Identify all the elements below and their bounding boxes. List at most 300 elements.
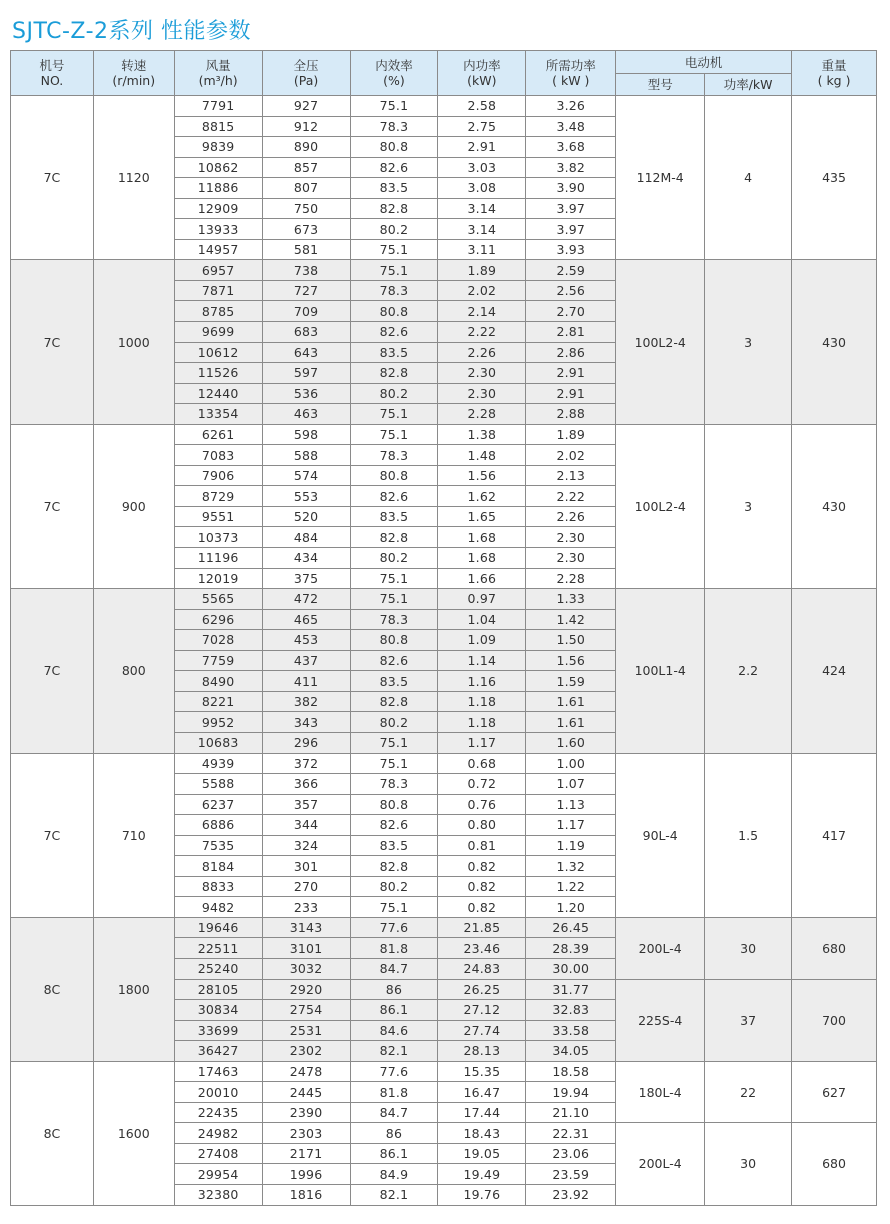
cell-inner-power: 21.85: [438, 917, 526, 938]
cell-efficiency: 81.8: [350, 1082, 438, 1103]
cell-required-power: 3.90: [526, 178, 616, 199]
cell-airflow: 22435: [174, 1102, 262, 1123]
cell-required-power: 2.22: [526, 486, 616, 507]
cell-required-power: 32.83: [526, 1000, 616, 1021]
cell-airflow: 10612: [174, 342, 262, 363]
header-motor-power: 功率/kW: [705, 74, 792, 96]
cell-airflow: 30834: [174, 1000, 262, 1021]
cell-efficiency: 81.8: [350, 938, 438, 959]
cell-airflow: 6261: [174, 424, 262, 445]
cell-airflow: 6886: [174, 815, 262, 836]
cell-pressure: 912: [262, 116, 350, 137]
cell-pressure: 807: [262, 178, 350, 199]
cell-pressure: 463: [262, 404, 350, 425]
cell-efficiency: 75.1: [350, 732, 438, 753]
table-group: [11, 260, 877, 424]
cell-efficiency: 82.8: [350, 527, 438, 548]
cell-inner-power: 0.68: [438, 753, 526, 774]
cell-pressure: 3032: [262, 958, 350, 979]
cell-airflow: 8815: [174, 116, 262, 137]
cell-speed: 1000: [93, 260, 174, 424]
cell-airflow: 6957: [174, 260, 262, 281]
cell-inner-power: 3.03: [438, 157, 526, 178]
cell-pressure: 588: [262, 445, 350, 466]
cell-required-power: 28.39: [526, 938, 616, 959]
cell-inner-power: 2.30: [438, 383, 526, 404]
cell-required-power: 3.97: [526, 198, 616, 219]
header-required-power: 所需功率 ( kW ): [526, 51, 616, 96]
cell-efficiency: 78.3: [350, 609, 438, 630]
cell-efficiency: 80.2: [350, 383, 438, 404]
cell-speed: 1600: [93, 1061, 174, 1205]
cell-efficiency: 80.8: [350, 630, 438, 651]
cell-efficiency: 75.1: [350, 753, 438, 774]
cell-efficiency: 75.1: [350, 424, 438, 445]
cell-efficiency: 80.8: [350, 301, 438, 322]
cell-efficiency: 75.1: [350, 589, 438, 610]
cell-pressure: 536: [262, 383, 350, 404]
cell-airflow: 7535: [174, 835, 262, 856]
cell-efficiency: 82.1: [350, 1184, 438, 1205]
cell-airflow: 4939: [174, 753, 262, 774]
cell-pressure: 2302: [262, 1041, 350, 1062]
cell-efficiency: 75.1: [350, 96, 438, 117]
cell-required-power: 2.70: [526, 301, 616, 322]
header-model-no: 机号 NO.: [11, 51, 94, 96]
cell-efficiency: 75.1: [350, 568, 438, 589]
cell-motor-power: 3: [705, 424, 792, 588]
cell-required-power: 34.05: [526, 1041, 616, 1062]
cell-required-power: 1.20: [526, 897, 616, 918]
cell-efficiency: 80.2: [350, 548, 438, 569]
cell-weight: 435: [792, 96, 877, 260]
cell-inner-power: 2.30: [438, 363, 526, 384]
cell-efficiency: 84.6: [350, 1020, 438, 1041]
cell-inner-power: 2.22: [438, 322, 526, 343]
cell-efficiency: 80.8: [350, 794, 438, 815]
cell-efficiency: 82.1: [350, 1041, 438, 1062]
cell-inner-power: 2.91: [438, 137, 526, 158]
cell-required-power: 1.17: [526, 815, 616, 836]
cell-required-power: 3.68: [526, 137, 616, 158]
cell-required-power: 1.60: [526, 732, 616, 753]
cell-required-power: 33.58: [526, 1020, 616, 1041]
cell-inner-power: 1.04: [438, 609, 526, 630]
cell-inner-power: 0.82: [438, 876, 526, 897]
cell-inner-power: 1.68: [438, 527, 526, 548]
cell-pressure: 296: [262, 732, 350, 753]
cell-motor-model: 100L1-4: [616, 589, 705, 753]
table-group: [11, 753, 877, 917]
cell-airflow: 10373: [174, 527, 262, 548]
cell-efficiency: 82.8: [350, 856, 438, 877]
cell-airflow: 25240: [174, 958, 262, 979]
cell-inner-power: 3.14: [438, 219, 526, 240]
cell-airflow: 8490: [174, 671, 262, 692]
cell-pressure: 2920: [262, 979, 350, 1000]
cell-inner-power: 0.97: [438, 589, 526, 610]
cell-airflow: 9952: [174, 712, 262, 733]
cell-airflow: 7083: [174, 445, 262, 466]
cell-inner-power: 0.76: [438, 794, 526, 815]
cell-inner-power: 1.66: [438, 568, 526, 589]
cell-airflow: 20010: [174, 1082, 262, 1103]
cell-motor-power: 1.5: [705, 753, 792, 917]
cell-required-power: 2.26: [526, 506, 616, 527]
table-row: [11, 917, 877, 938]
cell-efficiency: 86: [350, 979, 438, 1000]
cell-required-power: 1.42: [526, 609, 616, 630]
cell-pressure: 2390: [262, 1102, 350, 1123]
cell-inner-power: 3.08: [438, 178, 526, 199]
cell-pressure: 357: [262, 794, 350, 815]
cell-efficiency: 80.2: [350, 219, 438, 240]
cell-motor-model: 90L-4: [616, 753, 705, 917]
cell-weight: 430: [792, 424, 877, 588]
cell-airflow: 6296: [174, 609, 262, 630]
header-pressure: 全压 (Pa): [262, 51, 350, 96]
table-row: [11, 424, 877, 445]
header-motor-model: 型号: [616, 74, 705, 96]
cell-required-power: 1.32: [526, 856, 616, 877]
cell-inner-power: 19.49: [438, 1164, 526, 1185]
cell-motor-power: 22: [705, 1061, 792, 1123]
cell-required-power: 1.89: [526, 424, 616, 445]
cell-motor-power: 30: [705, 917, 792, 979]
cell-pressure: 2303: [262, 1123, 350, 1144]
cell-required-power: 2.59: [526, 260, 616, 281]
cell-airflow: 8184: [174, 856, 262, 877]
cell-pressure: 434: [262, 548, 350, 569]
cell-airflow: 8221: [174, 691, 262, 712]
cell-model-no: 7C: [11, 424, 94, 588]
cell-inner-power: 27.74: [438, 1020, 526, 1041]
cell-inner-power: 19.76: [438, 1184, 526, 1205]
header-inner-power: 内功率 (kW): [438, 51, 526, 96]
cell-pressure: 643: [262, 342, 350, 363]
cell-inner-power: 1.18: [438, 691, 526, 712]
cell-efficiency: 82.8: [350, 363, 438, 384]
cell-pressure: 683: [262, 322, 350, 343]
cell-inner-power: 28.13: [438, 1041, 526, 1062]
cell-required-power: 1.61: [526, 691, 616, 712]
cell-required-power: 19.94: [526, 1082, 616, 1103]
cell-pressure: 465: [262, 609, 350, 630]
cell-pressure: 375: [262, 568, 350, 589]
cell-airflow: 7906: [174, 465, 262, 486]
cell-required-power: 2.56: [526, 280, 616, 301]
cell-model-no: 7C: [11, 96, 94, 260]
cell-inner-power: 3.11: [438, 239, 526, 260]
cell-required-power: 22.31: [526, 1123, 616, 1144]
cell-pressure: 1816: [262, 1184, 350, 1205]
cell-motor-model: 112M-4: [616, 96, 705, 260]
cell-inner-power: 1.38: [438, 424, 526, 445]
cell-motor-model: 100L2-4: [616, 260, 705, 424]
cell-efficiency: 82.6: [350, 650, 438, 671]
cell-inner-power: 18.43: [438, 1123, 526, 1144]
cell-required-power: 30.00: [526, 958, 616, 979]
cell-model-no: 7C: [11, 260, 94, 424]
cell-pressure: 520: [262, 506, 350, 527]
page-title: SJTC-Z-2系列 性能参数: [12, 19, 252, 44]
cell-inner-power: 2.14: [438, 301, 526, 322]
cell-efficiency: 78.3: [350, 774, 438, 795]
cell-model-no: 8C: [11, 1061, 94, 1205]
table-group: [11, 1061, 877, 1205]
cell-efficiency: 82.6: [350, 486, 438, 507]
cell-required-power: 31.77: [526, 979, 616, 1000]
cell-required-power: 2.30: [526, 527, 616, 548]
cell-pressure: 343: [262, 712, 350, 733]
cell-efficiency: 86.1: [350, 1143, 438, 1164]
cell-required-power: 1.50: [526, 630, 616, 651]
cell-required-power: 2.88: [526, 404, 616, 425]
cell-airflow: 22511: [174, 938, 262, 959]
cell-airflow: 7871: [174, 280, 262, 301]
cell-motor-model: 200L-4: [616, 917, 705, 979]
cell-required-power: 1.07: [526, 774, 616, 795]
cell-required-power: 3.82: [526, 157, 616, 178]
cell-airflow: 13354: [174, 404, 262, 425]
header-weight: 重量 ( kg ): [792, 51, 877, 96]
cell-inner-power: 1.09: [438, 630, 526, 651]
cell-pressure: 2171: [262, 1143, 350, 1164]
cell-inner-power: 1.56: [438, 465, 526, 486]
cell-pressure: 472: [262, 589, 350, 610]
cell-airflow: 12440: [174, 383, 262, 404]
cell-inner-power: 2.02: [438, 280, 526, 301]
cell-speed: 710: [93, 753, 174, 917]
cell-efficiency: 75.1: [350, 239, 438, 260]
cell-efficiency: 83.5: [350, 835, 438, 856]
cell-inner-power: 1.89: [438, 260, 526, 281]
cell-required-power: 1.33: [526, 589, 616, 610]
cell-required-power: 2.91: [526, 383, 616, 404]
table-row: [11, 1061, 877, 1082]
cell-airflow: 7028: [174, 630, 262, 651]
cell-airflow: 13933: [174, 219, 262, 240]
cell-efficiency: 80.2: [350, 712, 438, 733]
header-motor: 电动机: [616, 51, 792, 74]
cell-weight: 430: [792, 260, 877, 424]
header-speed: 转速 (r/min): [93, 51, 174, 96]
cell-inner-power: 16.47: [438, 1082, 526, 1103]
cell-pressure: 437: [262, 650, 350, 671]
cell-efficiency: 86: [350, 1123, 438, 1144]
cell-weight: 680: [792, 1123, 877, 1205]
cell-airflow: 28105: [174, 979, 262, 1000]
cell-motor-model: 180L-4: [616, 1061, 705, 1123]
cell-airflow: 11886: [174, 178, 262, 199]
cell-model-no: 7C: [11, 589, 94, 753]
cell-inner-power: 0.80: [438, 815, 526, 836]
cell-required-power: 21.10: [526, 1102, 616, 1123]
cell-weight: 424: [792, 589, 877, 753]
cell-inner-power: 1.68: [438, 548, 526, 569]
cell-efficiency: 84.7: [350, 1102, 438, 1123]
cell-efficiency: 86.1: [350, 1000, 438, 1021]
cell-required-power: 1.22: [526, 876, 616, 897]
cell-pressure: 738: [262, 260, 350, 281]
cell-efficiency: 82.6: [350, 322, 438, 343]
cell-inner-power: 2.58: [438, 96, 526, 117]
cell-airflow: 14957: [174, 239, 262, 260]
cell-pressure: 597: [262, 363, 350, 384]
cell-inner-power: 17.44: [438, 1102, 526, 1123]
cell-airflow: 8729: [174, 486, 262, 507]
cell-efficiency: 83.5: [350, 506, 438, 527]
cell-inner-power: 23.46: [438, 938, 526, 959]
cell-pressure: 453: [262, 630, 350, 651]
cell-efficiency: 80.2: [350, 876, 438, 897]
cell-efficiency: 82.6: [350, 157, 438, 178]
cell-pressure: 484: [262, 527, 350, 548]
cell-pressure: 890: [262, 137, 350, 158]
cell-pressure: 581: [262, 239, 350, 260]
cell-airflow: 7759: [174, 650, 262, 671]
cell-speed: 900: [93, 424, 174, 588]
cell-required-power: 18.58: [526, 1061, 616, 1082]
cell-inner-power: 1.65: [438, 506, 526, 527]
table-header: [11, 51, 877, 96]
cell-inner-power: 2.75: [438, 116, 526, 137]
cell-airflow: 11196: [174, 548, 262, 569]
cell-required-power: 2.02: [526, 445, 616, 466]
cell-inner-power: 2.28: [438, 404, 526, 425]
cell-airflow: 8833: [174, 876, 262, 897]
cell-model-no: 8C: [11, 917, 94, 1061]
table-group: [11, 96, 877, 260]
cell-pressure: 382: [262, 691, 350, 712]
cell-airflow: 24982: [174, 1123, 262, 1144]
cell-efficiency: 78.3: [350, 445, 438, 466]
cell-airflow: 19646: [174, 917, 262, 938]
cell-efficiency: 82.8: [350, 691, 438, 712]
cell-pressure: 857: [262, 157, 350, 178]
cell-required-power: 3.26: [526, 96, 616, 117]
cell-airflow: 9551: [174, 506, 262, 527]
cell-pressure: 270: [262, 876, 350, 897]
cell-required-power: 3.97: [526, 219, 616, 240]
cell-inner-power: 1.62: [438, 486, 526, 507]
table-row: [11, 589, 877, 610]
cell-weight: 700: [792, 979, 877, 1061]
cell-inner-power: 1.16: [438, 671, 526, 692]
cell-pressure: 1996: [262, 1164, 350, 1185]
cell-speed: 1120: [93, 96, 174, 260]
cell-pressure: 673: [262, 219, 350, 240]
cell-efficiency: 80.8: [350, 137, 438, 158]
cell-required-power: 3.93: [526, 239, 616, 260]
cell-inner-power: 0.81: [438, 835, 526, 856]
cell-airflow: 10683: [174, 732, 262, 753]
cell-pressure: 366: [262, 774, 350, 795]
cell-speed: 1800: [93, 917, 174, 1061]
cell-motor-power: 37: [705, 979, 792, 1061]
cell-speed: 800: [93, 589, 174, 753]
cell-pressure: 344: [262, 815, 350, 836]
cell-pressure: 553: [262, 486, 350, 507]
cell-efficiency: 75.1: [350, 897, 438, 918]
table-group: [11, 917, 877, 1061]
cell-required-power: 1.56: [526, 650, 616, 671]
cell-efficiency: 75.1: [350, 260, 438, 281]
cell-efficiency: 82.6: [350, 815, 438, 836]
header-airflow: 风量 (m³/h): [174, 51, 262, 96]
cell-pressure: 233: [262, 897, 350, 918]
cell-motor-power: 30: [705, 1123, 792, 1205]
performance-table: [10, 50, 877, 1206]
cell-efficiency: 77.6: [350, 917, 438, 938]
cell-efficiency: 83.5: [350, 671, 438, 692]
cell-airflow: 32380: [174, 1184, 262, 1205]
cell-required-power: 1.59: [526, 671, 616, 692]
cell-required-power: 2.91: [526, 363, 616, 384]
cell-inner-power: 26.25: [438, 979, 526, 1000]
cell-required-power: 26.45: [526, 917, 616, 938]
cell-pressure: 3101: [262, 938, 350, 959]
cell-pressure: 2531: [262, 1020, 350, 1041]
cell-inner-power: 0.82: [438, 897, 526, 918]
cell-airflow: 9699: [174, 322, 262, 343]
cell-efficiency: 80.8: [350, 465, 438, 486]
cell-required-power: 2.28: [526, 568, 616, 589]
cell-airflow: 29954: [174, 1164, 262, 1185]
cell-required-power: 2.86: [526, 342, 616, 363]
cell-weight: 417: [792, 753, 877, 917]
cell-airflow: 5565: [174, 589, 262, 610]
cell-weight: 680: [792, 917, 877, 979]
header-efficiency: 内效率 (%): [350, 51, 438, 96]
cell-airflow: 9482: [174, 897, 262, 918]
cell-required-power: 1.13: [526, 794, 616, 815]
cell-pressure: 598: [262, 424, 350, 445]
cell-pressure: 2445: [262, 1082, 350, 1103]
cell-required-power: 23.59: [526, 1164, 616, 1185]
cell-inner-power: 1.48: [438, 445, 526, 466]
cell-efficiency: 83.5: [350, 178, 438, 199]
cell-inner-power: 24.83: [438, 958, 526, 979]
cell-pressure: 324: [262, 835, 350, 856]
cell-pressure: 372: [262, 753, 350, 774]
cell-airflow: 11526: [174, 363, 262, 384]
cell-required-power: 1.00: [526, 753, 616, 774]
cell-pressure: 2478: [262, 1061, 350, 1082]
cell-airflow: 36427: [174, 1041, 262, 1062]
cell-airflow: 12019: [174, 568, 262, 589]
table-group: [11, 589, 877, 753]
cell-pressure: 301: [262, 856, 350, 877]
cell-inner-power: 15.35: [438, 1061, 526, 1082]
cell-pressure: 574: [262, 465, 350, 486]
cell-required-power: 23.06: [526, 1143, 616, 1164]
cell-airflow: 33699: [174, 1020, 262, 1041]
cell-pressure: 750: [262, 198, 350, 219]
cell-inner-power: 0.82: [438, 856, 526, 877]
table-group: [11, 424, 877, 588]
table-row: [11, 753, 877, 774]
cell-airflow: 6237: [174, 794, 262, 815]
cell-motor-model: 225S-4: [616, 979, 705, 1061]
cell-efficiency: 84.9: [350, 1164, 438, 1185]
cell-inner-power: 3.14: [438, 198, 526, 219]
cell-airflow: 9839: [174, 137, 262, 158]
cell-required-power: 3.48: [526, 116, 616, 137]
cell-motor-power: 3: [705, 260, 792, 424]
cell-motor-power: 2.2: [705, 589, 792, 753]
cell-efficiency: 77.6: [350, 1061, 438, 1082]
